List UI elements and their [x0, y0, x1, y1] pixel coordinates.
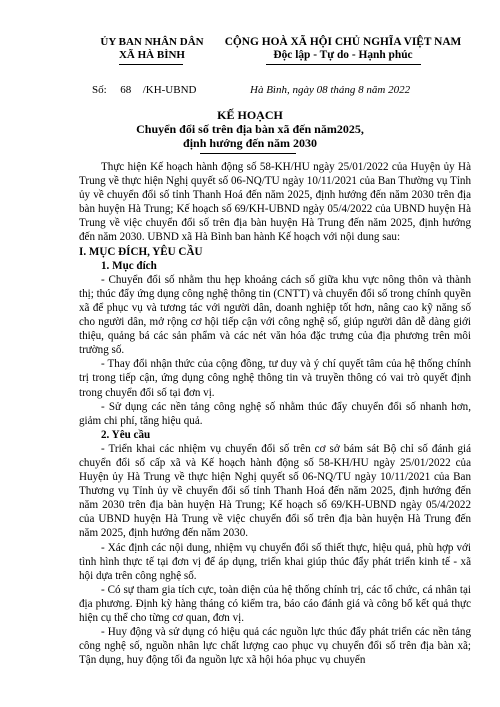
national-motto: Độc lập - Tự do - Hạnh phúc	[273, 49, 413, 61]
document-title	[0, 108, 500, 150]
document-date: Hà Bình, ngày 08 tháng 8 năm 2022	[250, 84, 411, 96]
title-heading: KẾ HOẠCH	[217, 108, 283, 122]
motto-underline	[266, 64, 421, 65]
issuer-name: ỦY BAN NHÂN DÂN	[100, 36, 204, 48]
title-line-2: định hướng đến năm 2030	[183, 136, 317, 150]
issuer-underline	[119, 64, 183, 65]
national-title: CỘNG HOÀ XÃ HỘI CHỦ NGHĨA VIỆT NAM	[224, 36, 462, 48]
document-number	[92, 84, 196, 96]
issuer-commune: XÃ HÀ BÌNH	[118, 49, 185, 61]
doc-number-label: Số:	[92, 84, 107, 96]
purpose-paragraph-2: - Thay đổi nhận thức của cộng đồng, tư duy và ý chí quyết tâm của hệ thống chính trị trong tiếp cận, ứng dụng công nghệ thông tin và truyền thông có vai trò quyết định trong chuyển đổi số tại đơn vị.	[79, 358, 471, 399]
doc-number-value: 68	[120, 84, 132, 96]
subsection-heading-requirements: 2. Yêu cầu	[101, 428, 151, 441]
subsection-heading-purpose: 1. Mục đích	[101, 259, 157, 272]
requirement-paragraph-4: - Huy động và sử dụng có hiệu quả các nguồn lực thúc đẩy phát triển các nền tảng công nghệ số, nguồn nhân lực chất lượng cao phục vụ chuyển đổi số trên địa bàn xã; Tận dụng, huy động tối đa nguồn lực xã hội hóa phục vụ chuyển	[79, 626, 471, 667]
title-line-1: Chuyển đổi số trên địa bàn xã đến năm2025,	[136, 122, 364, 136]
section-heading-1: I. MỤC ĐÍCH, YÊU CẦU	[79, 245, 203, 258]
requirement-paragraph-3: - Có sự tham gia tích cực, toàn diện của hệ thống chính trị, các tổ chức, cá nhân tại địa phương. Định kỳ hàng tháng có kiểm tra, báo cáo đánh giá và công bố kết quả thực hiện cụ thể cho từng cơ quan, đơn vị.	[79, 583, 471, 624]
purpose-paragraph-1: - Chuyển đổi số nhằm thu hẹp khoảng cách số giữa khu vực nông thôn và thành thị; thúc đẩy ứng dụng công nghệ thông tin (CNTT) và chuyển đổi số trong chính quyền xã để phục vụ và tương tác với người dân, doanh nghiệp tốt hơn, nâng cao kỹ năng số cho người dân, mở rộng cơ hội tiếp cận với công nghệ số, giúp người dân dễ dàng giới thiệu, quảng bá các sản phẩm và các nét văn hóa đặc trưng của địa phương trên môi trường số.	[79, 273, 471, 357]
title-underline	[200, 153, 296, 154]
requirement-paragraph-1: - Triển khai các nhiệm vụ chuyển đổi số trên cơ sở bám sát Bộ chỉ số đánh giá chuyển đổi số cấp xã và Kế hoạch hành động số 58-KH/HU ngày 25/01/2022 của Huyện ủy Hà Trung về thực hiện Nghị quyết số 06-NQ/TU ngày 10/11/2021 của Ban Thương vụ Tỉnh ủy về chuyển đổi số tỉnh Thanh Hoá đến năm 2025, định hướng đến năm 2030 trên địa bàn huyện Hà Trung; Kế hoạch số 69/KH-UBND ngày 05/4/2022 của UBND huyện Hà Trung về việc chuyển đổi số trên địa bàn huyện Hà Trung đến năm 2025, định hướng đến năm 2030.	[79, 442, 471, 540]
intro-paragraph: Thực hiện Kế hoạch hành động số 58-KH/HU ngày 25/01/2022 của Huyện ủy Hà Trung về thực hiện Nghị quyết số 06-NQ/TU ngày 10/11/2021 của Ban Thường vụ Tỉnh ủy về chuyển đổi số tỉnh Thanh Hoá đến năm 2025, định hướng đến năm 2030 trên địa bàn huyện Hà Trung; Kế hoạch số 69/KH-UBND ngày 05/4/2022 của UBND huyện Hà Trung về việc chuyển đổi số trên địa bàn huyện Hà Trung đến năm 2025, định hướng đến năm 2030. UBND xã Hà Bình ban hành Kế hoạch với nội dung sau:	[79, 161, 471, 244]
document-body	[79, 160, 471, 667]
purpose-paragraph-3: - Sử dụng các nền tảng công nghệ số nhằm thúc đẩy chuyển đổi số nhanh hơn, giảm chi phí, tăng hiệu quả.	[79, 400, 471, 427]
doc-number-code: /KH-UBND	[142, 84, 197, 96]
requirement-paragraph-2: - Xác định các nội dung, nhiệm vụ chuyển đổi số thiết thực, hiệu quả, phù hợp với tình hình thực tế tại đơn vị để áp dụng, triển khai giúp thúc đẩy phát triển kinh tế - xã hội dựa trên công nghệ số.	[79, 541, 471, 582]
